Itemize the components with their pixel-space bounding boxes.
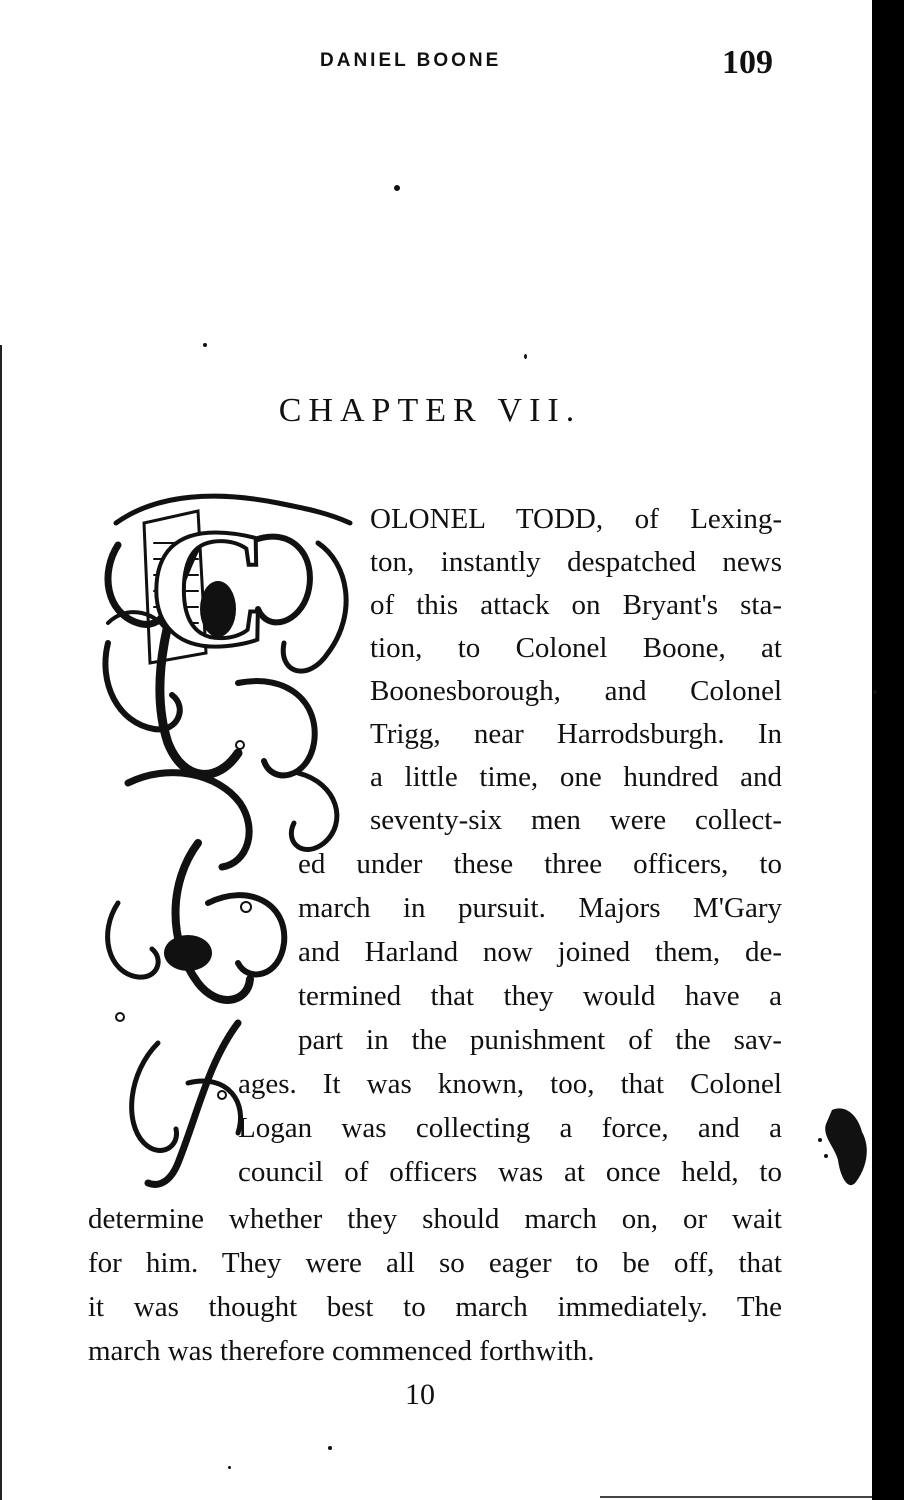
- ink-speck: [394, 185, 400, 191]
- ink-speck: [873, 690, 877, 694]
- body-line: seventy-six men were collect-: [370, 804, 782, 836]
- body-line: part in the punishment of the sav-: [298, 1024, 782, 1056]
- body-line: and Harland now joined them, de-: [298, 936, 782, 968]
- body-line: march was therefore commenced forthwith.: [88, 1335, 595, 1367]
- scan-edge-left: [0, 345, 2, 1500]
- body-line: ed under these three officers, to: [298, 848, 782, 880]
- chapter-title: CHAPTER VII.: [278, 392, 582, 429]
- body-line: Trigg, near Harrodsburgh. In: [370, 718, 782, 750]
- ink-blot: [812, 1100, 872, 1200]
- ink-speck: [328, 1446, 332, 1450]
- body-line: Logan was collecting a force, and a: [238, 1112, 782, 1144]
- running-head: DANIEL BOONE: [320, 50, 502, 71]
- body-line: termined that they would have a: [298, 980, 782, 1012]
- body-line: Boonesborough, and Colonel: [370, 675, 782, 707]
- body-line: council of officers was at once held, to: [238, 1156, 782, 1188]
- body-line: ton, instantly despatched news: [370, 546, 782, 578]
- ink-speck: [524, 354, 527, 359]
- scan-bottom-edge: [600, 1496, 872, 1498]
- ink-speck: [228, 1466, 231, 1469]
- body-line: of this attack on Bryant's sta-: [370, 589, 782, 621]
- body-line: determine whether they should march on, or wait: [88, 1203, 782, 1235]
- body-line: ages. It was known, too, that Colonel: [238, 1068, 782, 1100]
- page-number: 109: [722, 44, 773, 81]
- body-line: a little time, one hundred and: [370, 761, 782, 793]
- body-line: for him. They were all so eager to be off, that: [88, 1247, 782, 1279]
- page-header: [0, 44, 904, 88]
- body-line: OLONEL TODD, of Lexing-: [370, 503, 782, 535]
- scan-edge-shadow: [872, 0, 904, 1500]
- drop-cap-letter: C: [148, 494, 271, 682]
- ink-speck: [203, 343, 207, 347]
- body-line: march in pursuit. Majors M'Gary: [298, 892, 782, 924]
- signature-mark: 10: [405, 1378, 435, 1411]
- body-line: tion, to Colonel Boone, at: [370, 632, 782, 664]
- body-line: it was thought best to march immediately. The: [88, 1291, 782, 1323]
